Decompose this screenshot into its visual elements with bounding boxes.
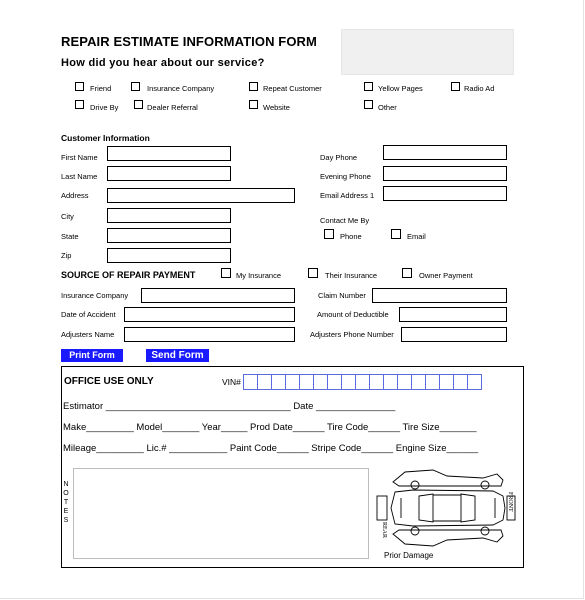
vin-input-cells [243,374,482,390]
label-evening-phone: Evening Phone [320,172,371,181]
label-contact-me-by: Contact Me By [320,216,370,225]
checkbox-contact-email[interactable] [391,229,401,239]
vin-cell[interactable] [411,374,426,390]
label-adjusters-phone: Adjusters Phone Number [310,330,394,339]
wheel-top-front [481,481,489,489]
office-use-title: OFFICE USE ONLY [64,376,154,387]
label-dealer-referral: Dealer Referral [147,103,198,112]
checkbox-drive-by[interactable] [75,100,84,109]
vin-cell[interactable] [313,374,328,390]
label-owner-payment: Owner Payment [419,271,473,280]
label-website: Website [263,103,290,112]
checkbox-my-insurance[interactable] [221,268,231,278]
label-contact-email: Email [407,232,426,241]
print-form-button[interactable]: Print Form [61,349,123,362]
vehicle-details-line: Make_________ Model_______ Year_____ Prod Date______ Tire Code______ Tire Size_______ [63,422,477,433]
last-name-field[interactable] [107,166,231,181]
car-side-top [393,470,503,486]
vin-cell[interactable] [383,374,398,390]
checkbox-insurance-company[interactable] [131,82,140,91]
label-date-of-accident: Date of Accident [61,310,116,319]
checkbox-yellow-pages[interactable] [364,82,373,91]
diagram-rear-label: REAR [381,522,387,539]
vin-cell[interactable] [285,374,300,390]
label-insurance-company: Insurance Company [147,84,215,93]
state-field[interactable] [107,228,231,243]
label-claim-number: Claim Number [318,291,366,300]
address-field[interactable] [107,188,295,203]
payment-section-title: SOURCE OF REPAIR PAYMENT [61,270,196,280]
checkbox-radio-ad[interactable] [451,82,460,91]
diagram-front-label: FRONT [507,492,513,512]
email-address-field[interactable] [383,186,507,201]
deductible-field[interactable] [399,307,507,322]
prior-damage-label: Prior Damage [384,551,434,560]
label-repeat-customer: Repeat Customer [263,84,322,93]
wheel-top-rear [411,481,419,489]
checkbox-their-insurance[interactable] [308,268,318,278]
form-title: REPAIR ESTIMATE INFORMATION FORM [61,34,317,49]
notes-textarea[interactable] [73,468,369,559]
checkbox-other[interactable] [364,100,373,109]
label-last-name: Last Name [61,172,98,181]
car-bumper-lines [401,498,495,518]
label-state: State [61,232,79,241]
prior-damage-diagram[interactable] [375,466,517,550]
customer-section-title: Customer Information [61,133,150,143]
vin-cell[interactable] [299,374,314,390]
notes-letter: S [63,517,69,524]
notes-letter: N [63,481,69,488]
label-city: City [61,212,74,221]
vin-cell[interactable] [341,374,356,390]
day-phone-field[interactable] [383,145,507,160]
notes-letter: E [63,508,69,515]
adjusters-name-field[interactable] [124,327,295,342]
label-friend: Friend [90,84,112,93]
vin-cell[interactable] [271,374,286,390]
evening-phone-field[interactable] [383,166,507,181]
city-field[interactable] [107,208,231,223]
checkbox-dealer-referral[interactable] [134,100,143,109]
vin-cell[interactable] [467,374,482,390]
label-my-insurance: My Insurance [236,271,282,280]
label-adjusters-name: Adjusters Name [61,330,115,339]
date-of-accident-field[interactable] [124,307,295,322]
checkbox-owner-payment[interactable] [402,268,412,278]
header-placeholder-box [341,29,514,75]
label-drive-by: Drive By [90,103,119,112]
car-side-bottom [393,530,503,546]
vehicle-codes-line: Mileage_________ Lic.# ___________ Paint Code______ Stripe Code______ Engine Size______ [63,443,479,454]
vin-cell[interactable] [327,374,342,390]
vin-cell[interactable] [243,374,258,390]
car-rear-end [377,496,387,520]
checkbox-contact-phone[interactable] [324,229,334,239]
vin-cell[interactable] [257,374,272,390]
referral-question: How did you hear about our service? [61,57,265,69]
label-email-address-1: Email Address 1 [320,191,375,200]
vin-cell[interactable] [453,374,468,390]
label-day-phone: Day Phone [320,153,358,162]
notes-letter: T [63,499,69,506]
label-insurance-company-field: Insurance Company [61,291,129,300]
car-rear-window [419,494,433,522]
label-contact-phone: Phone [340,232,362,241]
car-windshield [461,494,475,522]
checkbox-website[interactable] [249,100,258,109]
label-zip: Zip [61,251,72,260]
label-first-name: First Name [61,153,98,162]
vin-label: VIN# [222,377,241,387]
label-yellow-pages: Yellow Pages [378,84,423,93]
checkbox-repeat-customer[interactable] [249,82,258,91]
vin-cell[interactable] [425,374,440,390]
wheel-bottom-front [481,527,489,535]
first-name-field[interactable] [107,146,231,161]
label-radio-ad: Radio Ad [464,84,495,93]
estimator-date-line: Estimator ___________________________________ Date _______________ [63,401,396,412]
car-roof-lines [433,495,461,521]
vin-cell[interactable] [397,374,412,390]
notes-letter: O [63,490,69,497]
send-form-button[interactable]: Send Form [146,349,209,362]
checkbox-friend[interactable] [75,82,84,91]
notes-vertical-label [62,480,70,525]
zip-field[interactable] [107,248,231,263]
vin-cell[interactable] [369,374,384,390]
label-other: Other [378,103,397,112]
label-amount-of-deductible: Amount of Deductible [317,310,389,319]
adjusters-phone-field[interactable] [401,327,507,342]
label-their-insurance: Their Insurance [325,271,378,280]
vin-cell[interactable] [355,374,370,390]
label-address: Address [61,191,89,200]
claim-number-field[interactable] [372,288,507,303]
vin-cell[interactable] [439,374,454,390]
wheel-bottom-rear [411,527,419,535]
insurance-company-field[interactable] [141,288,295,303]
